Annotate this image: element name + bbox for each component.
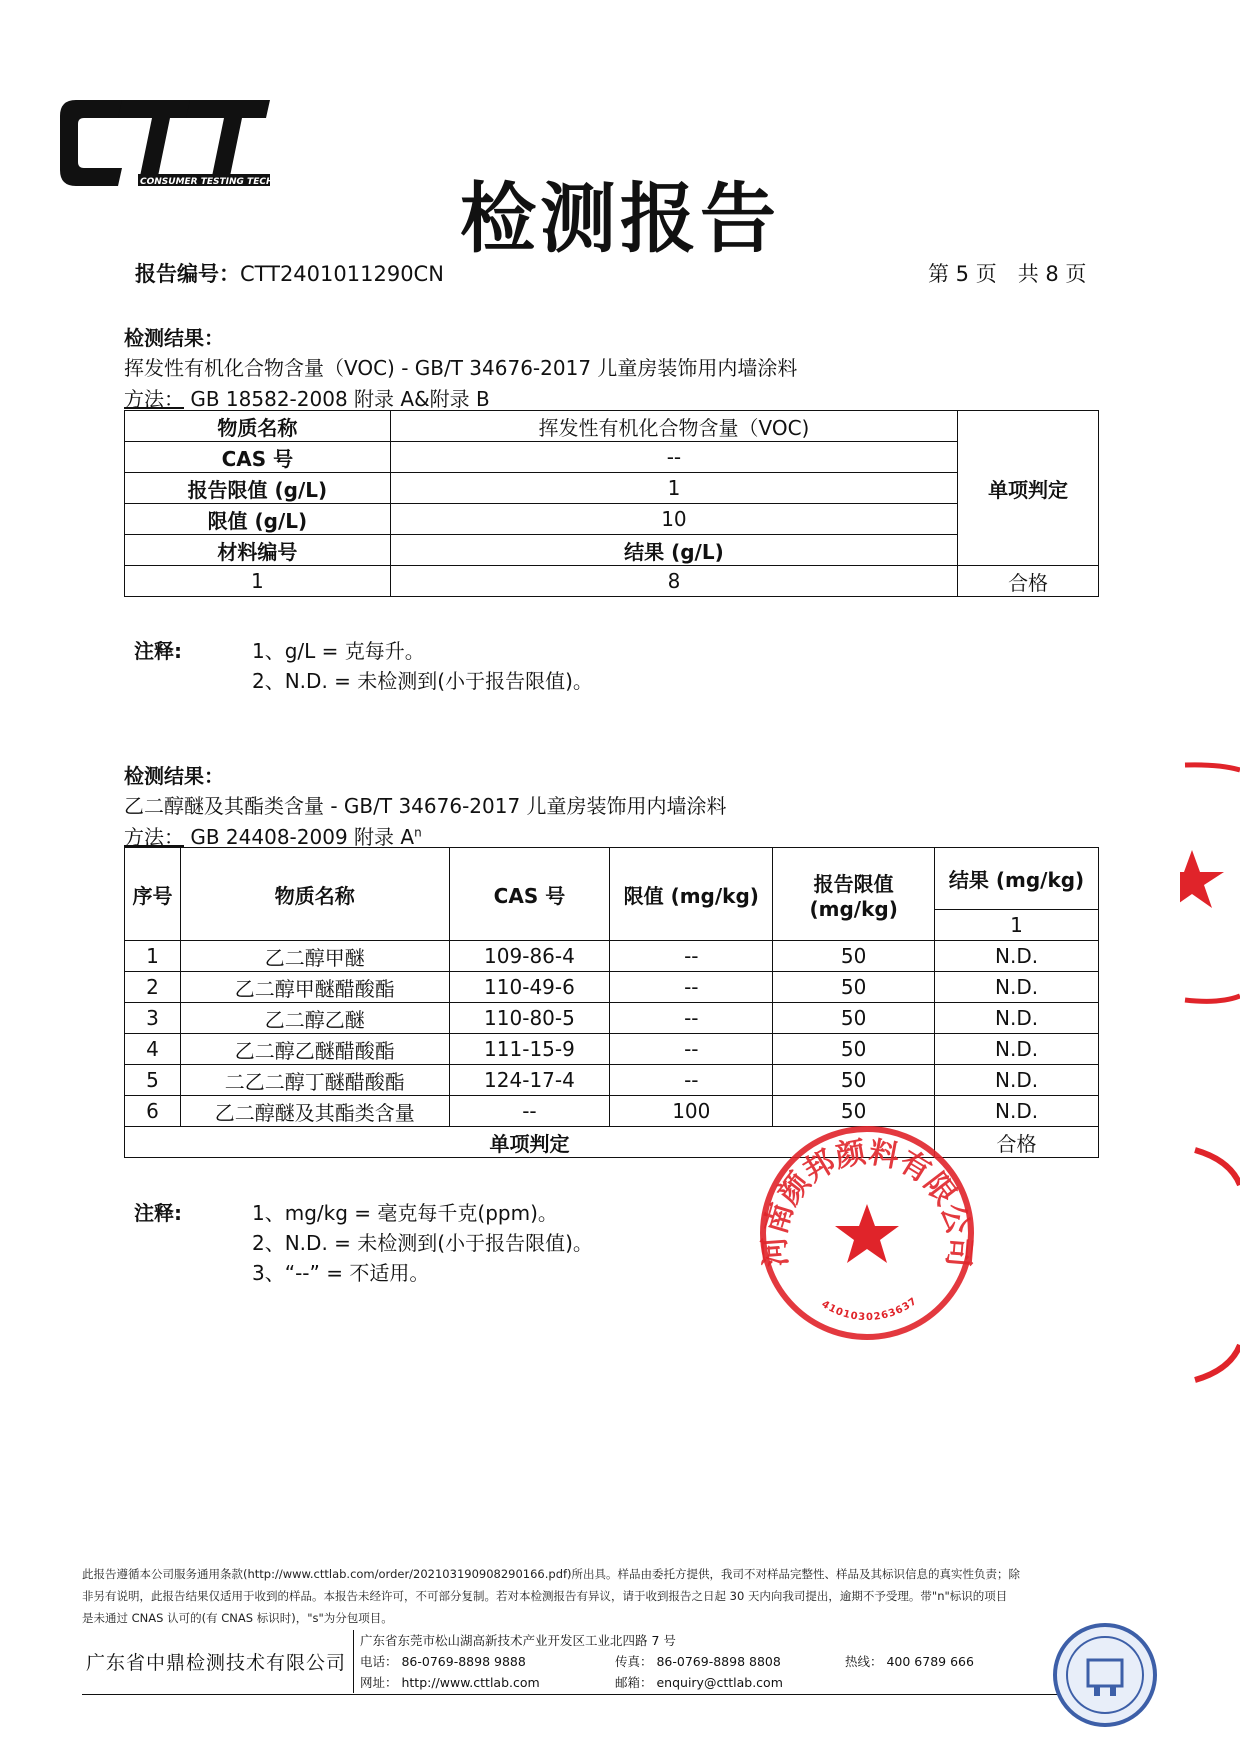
voc-limit-label: 限值 (g/L) <box>125 504 391 535</box>
header-result: 结果 (mg/kg) <box>935 848 1099 910</box>
row-report-limit: 50 <box>773 1065 935 1096</box>
header-limit: 限值 (mg/kg) <box>610 848 773 941</box>
company-stamp <box>752 1118 982 1348</box>
section2-note-1: 1、mg/kg = 毫克每千克(ppm)。 <box>252 1201 558 1225</box>
voc-material-label: 材料编号 <box>125 535 391 566</box>
voc-cas-value: -- <box>390 442 957 473</box>
document-title: 检测报告 <box>460 174 780 263</box>
voc-cas-label: CAS 号 <box>125 442 391 473</box>
table-row <box>125 1034 1099 1065</box>
section1-method-text: GB 18582-2008 附录 A&附录 B <box>184 387 490 411</box>
row-report-limit: 50 <box>773 941 935 972</box>
voc-data-result: 8 <box>390 566 957 597</box>
row-report-limit: 50 <box>773 1034 935 1065</box>
footer-email[interactable]: 邮箱： enquiry@cttlab.com <box>615 1675 783 1690</box>
page-info: 第 5 页 共 8 页 <box>928 262 1087 286</box>
footer-tel: 电话： 86-0769-8898 9888 <box>360 1654 526 1669</box>
row-name: 乙二醇甲醚醋酸酯 <box>180 972 449 1003</box>
row-no: 1 <box>125 941 181 972</box>
section1-note-2: 2、N.D. = 未检测到(小于报告限值)。 <box>252 669 593 693</box>
row-name: 乙二醇甲醚 <box>180 941 449 972</box>
row-result: N.D. <box>935 1065 1099 1096</box>
voc-result-label: 结果 (g/L) <box>390 535 957 566</box>
row-cas: 110-49-6 <box>449 972 610 1003</box>
section1-method-label: 方法： <box>124 387 184 411</box>
section2-notes-label: 注释: <box>134 1201 182 1225</box>
header-report-limit: 报告限值 (mg/kg) <box>773 848 935 941</box>
svg-text:4101030263637 <box>819 1296 919 1324</box>
row-result: N.D. <box>935 1096 1099 1127</box>
footer-web[interactable]: 网址： http://www.cttlab.com <box>360 1675 540 1690</box>
table-row <box>125 1065 1099 1096</box>
row-cas: 124-17-4 <box>449 1065 610 1096</box>
row-limit: -- <box>610 1065 773 1096</box>
row-limit: -- <box>610 972 773 1003</box>
report-number-label: 报告编号： <box>135 262 240 286</box>
section1-method <box>124 383 490 412</box>
stamp-org: 河南颜邦颜料有限公司 <box>757 1134 977 1269</box>
footer-address: 广东省东莞市松山湖高新技术产业开发区工业北四路 7 号 <box>360 1633 676 1648</box>
svg-text:CONSUMER TESTING TECH: CONSUMER TESTING TECH <box>140 177 273 187</box>
row-report-limit: 50 <box>773 972 935 1003</box>
row-report-limit: 50 <box>773 1003 935 1034</box>
header-result-sample: 1 <box>935 910 1099 941</box>
section2-heading: 检测结果： <box>124 764 224 788</box>
voc-rl-value: 1 <box>390 473 957 504</box>
section1-notes-label: 注释: <box>134 639 182 663</box>
row-no: 5 <box>125 1065 181 1096</box>
footer-disclaimer <box>82 1563 1142 1629</box>
stamp-code: 4101030263637 <box>819 1295 920 1324</box>
footer-fax: 传真： 86-0769-8898 8808 <box>615 1654 781 1669</box>
voc-data-verdict: 合格 <box>958 566 1099 597</box>
section2-note-3: 3、“--” = 不适用。 <box>252 1261 430 1285</box>
header-no: 序号 <box>125 848 181 941</box>
row-report-limit: 50 <box>773 1096 935 1127</box>
footer-hotline: 热线： 400 6789 666 <box>845 1654 974 1669</box>
row-no: 2 <box>125 972 181 1003</box>
section1-note-1: 1、g/L = 克每升。 <box>252 639 425 663</box>
row-cas: 110-80-5 <box>449 1003 610 1034</box>
voc-substance-label: 物质名称 <box>125 411 391 442</box>
row-name: 乙二醇乙醚醋酸酯 <box>180 1034 449 1065</box>
voc-verdict-header: 单项判定 <box>958 411 1099 566</box>
voc-substance-value: 挥发性有机化合物含量（VOC) <box>390 411 957 442</box>
voc-table <box>124 410 1099 597</box>
row-limit: -- <box>610 941 773 972</box>
voc-data-material: 1 <box>125 566 391 597</box>
section1-subject: 挥发性有机化合物含量（VOC) - GB/T 34676-2017 儿童房装饰用内墙涂料 <box>124 356 798 380</box>
footer-contact <box>353 1630 1060 1693</box>
voc-limit-value: 10 <box>390 504 957 535</box>
disclaimer-line-1: 此报告遵循本公司服务通用条款(http://www.cttlab.com/order/202103190908290166.pdf)所出具。样品由委托方提供，我司不对样品完整性、样品及其标识信息的真实性负责；除 <box>82 1567 1021 1581</box>
blue-seal <box>1050 1620 1160 1730</box>
section1-heading: 检测结果： <box>124 326 224 350</box>
edge-stamp-top <box>1180 760 1240 1010</box>
row-no: 6 <box>125 1096 181 1127</box>
voc-rl-label: 报告限值 (g/L) <box>125 473 391 504</box>
row-name: 二乙二醇丁醚醋酸酯 <box>180 1065 449 1096</box>
row-result: N.D. <box>935 972 1099 1003</box>
row-name: 乙二醇乙醚 <box>180 1003 449 1034</box>
table-row <box>125 972 1099 1003</box>
row-no: 3 <box>125 1003 181 1034</box>
section2-note-2: 2、N.D. = 未检测到(小于报告限值)。 <box>252 1231 593 1255</box>
row-result: N.D. <box>935 941 1099 972</box>
row-limit: -- <box>610 1034 773 1065</box>
report-number-value: CTT2401011290CN <box>240 262 444 286</box>
header-name: 物质名称 <box>180 848 449 941</box>
disclaimer-line-3: 是未通过 CNAS 认可的(有 CNAS 标识时)，"s"为分包项目。 <box>82 1611 393 1625</box>
section2-method <box>124 821 422 850</box>
verdict-value: 合格 <box>935 1127 1099 1158</box>
disclaimer-line-2: 非另有说明，此报告结果仅适用于收到的样品。本报告未经许可，不可部分复制。若对本检测报告有异议，请于收到报告之日起 30 天内向我司提出，逾期不予受理。带"n"标识的项目 <box>82 1589 1008 1603</box>
edge-stamp-bottom <box>1190 1145 1240 1385</box>
row-cas: -- <box>449 1096 610 1127</box>
row-cas: 111-15-9 <box>449 1034 610 1065</box>
verdict-label: 单项判定 <box>125 1127 935 1158</box>
footer-rule <box>82 1694 1057 1695</box>
row-result: N.D. <box>935 1034 1099 1065</box>
row-limit: -- <box>610 1003 773 1034</box>
row-name: 乙二醇醚及其酯类含量 <box>180 1096 449 1127</box>
header-cas: CAS 号 <box>449 848 610 941</box>
section2-subject: 乙二醇醚及其酯类含量 - GB/T 34676-2017 儿童房装饰用内墙涂料 <box>124 794 727 818</box>
section2-method-sup: n <box>414 825 422 840</box>
glycol-ether-table <box>124 847 1099 1158</box>
row-no: 4 <box>125 1034 181 1065</box>
footer-company: 广东省中鼎检测技术有限公司 <box>86 1652 347 1674</box>
section2-method-text: GB 24408-2009 附录 A <box>184 825 415 849</box>
table-row <box>125 1003 1099 1034</box>
report-number <box>135 258 444 288</box>
section2-method-label: 方法： <box>124 825 184 849</box>
row-result: N.D. <box>935 1003 1099 1034</box>
row-cas: 109-86-4 <box>449 941 610 972</box>
table-row <box>125 941 1099 972</box>
row-limit: 100 <box>610 1096 773 1127</box>
